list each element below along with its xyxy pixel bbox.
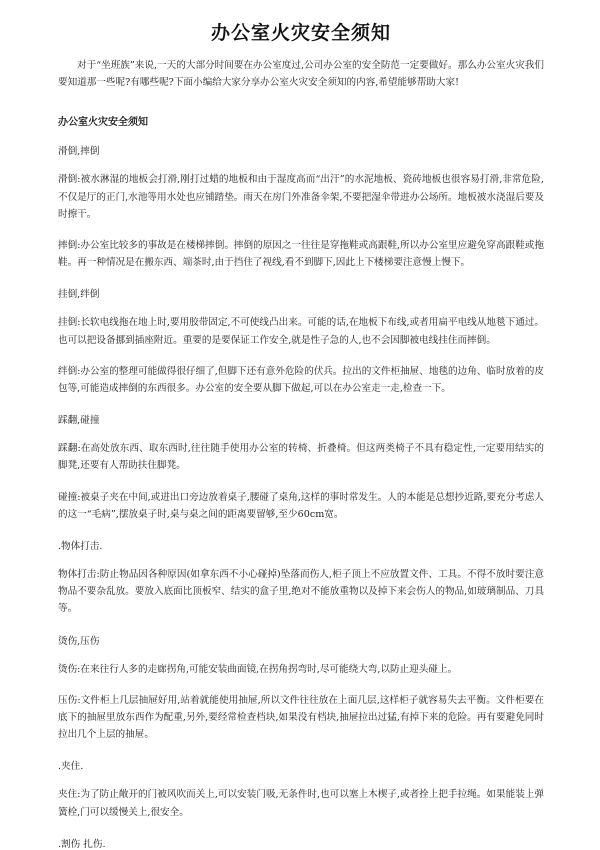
paragraph-snag: 挂倒:长软电线拖在地上时,要用胶带固定,不可使线凸出来。可能的话,在地板下布线,或者用扁平电线从地毯下通过。也可以把设备挪到插座附近。重要的是要保证工作安全,就是性子急的人,也不会因脚被电线挂住而摔倒。 bbox=[58, 317, 544, 346]
paragraph-falling-object: 物体打击:防止物品因各种原因(如拿东西不小心碰掉)坠落而伤人,柜子顶上不应放置文件、工具。不得不放时要注意物品不要杂乱放。要放入底面比顶板窄、结实的盒子里,绝对不能放重物以及掉下来会伤人的物品,如玻璃制品、刀具等。 bbox=[58, 569, 544, 615]
paragraph-pinch: 夹住:为了防止敞开的门被风吹而关上,可以安装门吸,无条件时,也可以塞上木楔子,或者拴上把手拉绳。如果能装上弹簧栓,门可以缓慢关上,很安全。 bbox=[58, 789, 544, 818]
section-title-tip-bump: 踩翻,碰撞 bbox=[58, 415, 100, 427]
paragraph-burn: 烫伤:在来往行人多的走廊拐角,可能安装曲面镜,在拐角拐弯时,尽可能绕大弯,以防止迎头碰上。 bbox=[58, 663, 458, 675]
section-title-pinch: .夹住. bbox=[58, 761, 84, 773]
paragraph-bump: 碰撞:被桌子夹在中间,或进出口旁边放着桌子,腰碰了桌角,这样的事时常发生。人的本能是总想抄近路,要充分考虑人的这一“毛病”,摆放桌子时,桌与桌之间的距离要留够,至少60cm宽。 bbox=[58, 491, 544, 520]
intro-paragraph: 对于“坐班族”来说,一天的大部分时间要在办公室度过,公司办公室的安全防范一定要做好。那么办公室火灾我们要知道那一些呢?有哪些呢?下面小编给大家分享办公室火灾安全须知的内容,希望能够帮助大家! bbox=[58, 60, 544, 89]
paragraph-trip: 绊倒:办公室的整理可能做得很仔细了,但脚下还有意外危险的伏兵。拉出的文件柜抽屉、地毯的边角、临时放着的皮包等,可能造成摔倒的东西很多。办公室的安全要从脚下做起,可以在办公室走一走,检查一下。 bbox=[58, 365, 544, 395]
section-title-cut-stab: .割伤 扎伤. bbox=[58, 838, 106, 850]
section-title-falling-object: .物体打击. bbox=[58, 541, 103, 553]
section-title-slip-fall: 滑倒,摔倒 bbox=[58, 146, 100, 158]
page-title: 办公室火灾安全须知 bbox=[210, 22, 391, 44]
paragraph-slip: 滑倒:被水淋湿的地板会打滑,刚打过蜡的地板和由于湿度高而“出汗”的水泥地板、瓷砖地板也很容易打滑,非常危险,不仅是厅的正门,水池等用水处也应铺踏垫。雨天在房门外准备伞架,不要把湿伞带进办公场所。地板被水浇湿后要及时擦干。 bbox=[58, 174, 544, 220]
paragraph-tip-over: 踩翻:在高处放东西、取东西时,往往随手使用办公室的转椅、折叠椅。但这两类椅子不具有稳定性,一定要用结实的脚凳,还要有人帮助扶住脚凳。 bbox=[58, 443, 544, 472]
section-heading: 办公室火灾安全须知 bbox=[58, 117, 148, 129]
paragraph-crush: 压伤:文件柜上几层抽屉好用,站着就能使用抽屉,所以文件往往放在上面几层,这样柜子就容易失去平衡。文件柜要在底下的抽屉里放东西作为配重,另外,要经常检查档块,如果没有档块,抽屉拉出过猛,有掉下来的危险。再有要避免同时拉出几个上层的抽屉。 bbox=[58, 694, 544, 741]
paragraph-fall: 摔倒:办公室比较多的事故是在楼梯摔倒。摔倒的原因之一往往是穿拖鞋或高跟鞋,所以办公室里应避免穿高跟鞋或拖鞋。再一种情况是在搬东西、端茶时,由于挡住了视线,看不到脚下,因此上下楼梯要注意慢上慢下。 bbox=[58, 240, 544, 269]
section-title-burn-crush: 烫伤,压伤 bbox=[58, 635, 100, 647]
section-title-trip: 挂倒,绊倒 bbox=[58, 289, 100, 301]
